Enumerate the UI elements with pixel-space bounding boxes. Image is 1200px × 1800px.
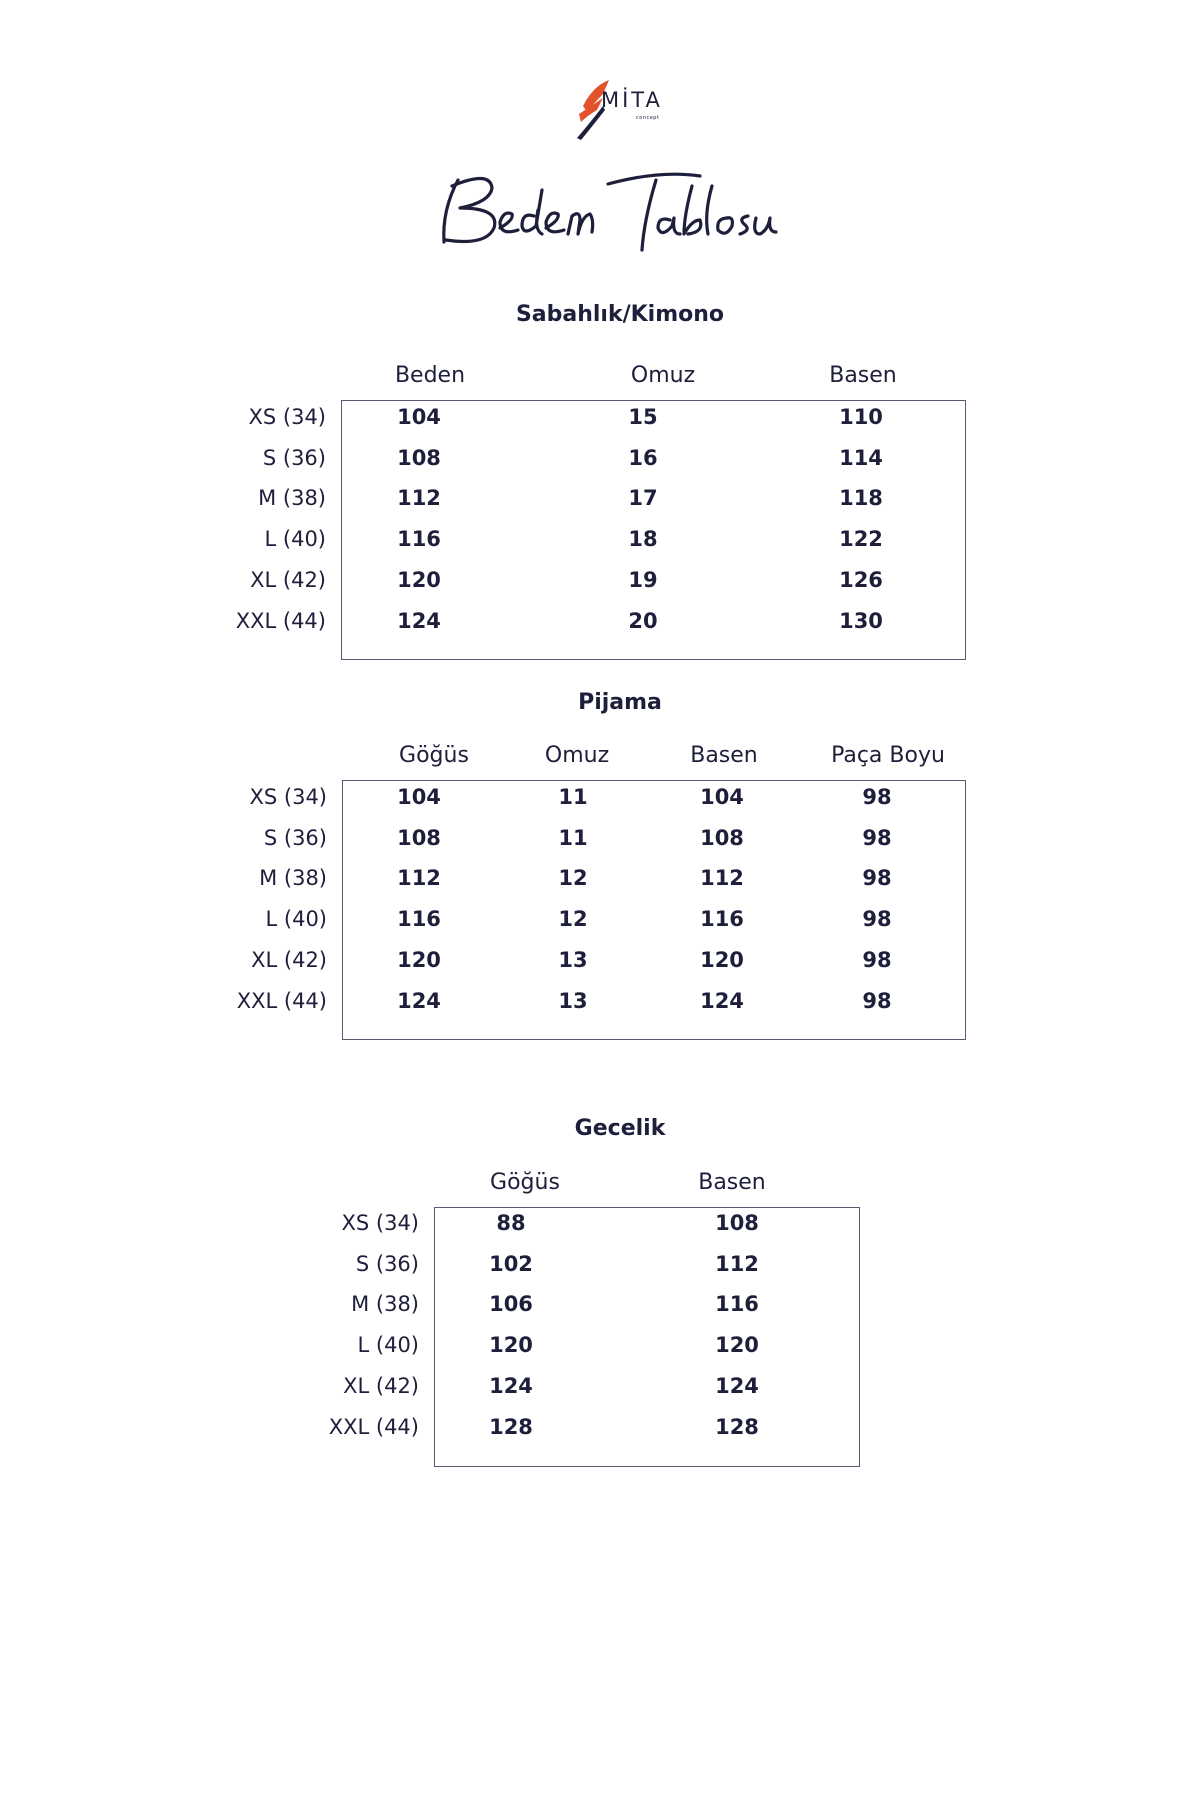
- size-label: S (36): [263, 825, 327, 850]
- col-head: Omuz: [630, 363, 696, 388]
- table-cell: 112: [397, 866, 441, 891]
- table-cell: 18: [628, 527, 658, 552]
- table-cell: 108: [397, 445, 441, 470]
- col-head: Beden: [394, 363, 466, 388]
- table-cell: 130: [839, 608, 883, 633]
- table-cell: 116: [700, 907, 744, 932]
- table-cell: 11: [558, 785, 588, 809]
- table-cell: 112: [715, 1251, 759, 1276]
- table-cell: 124: [397, 988, 441, 1013]
- table-cell: 98: [862, 785, 892, 809]
- size-label: S (36): [355, 1251, 419, 1276]
- table-cell: 102: [489, 1251, 533, 1276]
- size-label: S (36): [262, 445, 326, 470]
- table-cell: 116: [715, 1292, 759, 1317]
- col-head: Paça Boyu: [831, 743, 945, 768]
- col-head: Basen: [698, 1170, 766, 1195]
- table-cell: 88: [496, 1211, 526, 1235]
- col-head: Basen: [690, 743, 758, 768]
- table-cell: 120: [397, 567, 441, 592]
- size-label: M (38): [259, 866, 327, 891]
- table-cell: 17: [628, 486, 658, 511]
- page-title-script: [430, 150, 810, 260]
- size-label: L (40): [265, 907, 327, 932]
- table-cell: 104: [700, 785, 744, 809]
- table-cell: 118: [839, 486, 883, 511]
- table-cell: 20: [628, 608, 658, 633]
- table-cell: 114: [839, 445, 883, 470]
- col-head: Göğüs: [490, 1170, 560, 1195]
- size-label: XS (34): [249, 785, 327, 809]
- size-label: XS (34): [248, 405, 326, 429]
- table-cell: 126: [839, 567, 883, 592]
- col-head: Göğüs: [399, 743, 469, 768]
- table-cell: 124: [715, 1373, 759, 1398]
- brand-name: MİTA: [601, 88, 663, 112]
- table-cell: 104: [397, 785, 441, 809]
- table-cell: 13: [558, 988, 588, 1013]
- table-cell: 12: [558, 866, 588, 891]
- table-cell: 98: [862, 825, 892, 850]
- table-cell: 108: [397, 825, 441, 850]
- table-cell: 124: [700, 988, 744, 1013]
- size-label: XL (42): [343, 1373, 419, 1398]
- table-cell: 16: [628, 445, 658, 470]
- table-cell: 122: [839, 527, 883, 552]
- table-cell: 120: [489, 1333, 533, 1358]
- size-label: L (40): [264, 527, 326, 552]
- table-cell: 128: [715, 1414, 759, 1439]
- table-cell: 112: [700, 866, 744, 891]
- table-cell: 98: [862, 866, 892, 891]
- table-title-kimono: Sabahlık/Kimono: [515, 302, 725, 327]
- table-cell: 12: [558, 907, 588, 932]
- table-cell: 110: [839, 405, 883, 429]
- table-cell: 98: [862, 907, 892, 932]
- table-cell: 108: [715, 1211, 759, 1235]
- table-cell: 120: [715, 1333, 759, 1358]
- table-cell: 128: [489, 1414, 533, 1439]
- table-cell: 108: [700, 825, 744, 850]
- table-cell: 11: [558, 825, 588, 850]
- size-label: XL (42): [251, 947, 327, 972]
- col-head: Omuz: [544, 743, 610, 768]
- size-label: M (38): [258, 486, 326, 511]
- table-cell: 104: [397, 405, 441, 429]
- table-cell: 19: [628, 567, 658, 592]
- size-label: XL (42): [250, 567, 326, 592]
- table-cell: 120: [700, 947, 744, 972]
- table-cell: 106: [489, 1292, 533, 1317]
- table-cell: 116: [397, 527, 441, 552]
- table-cell: 15: [628, 405, 658, 429]
- table-cell: 98: [862, 988, 892, 1013]
- table-cell: 13: [558, 947, 588, 972]
- size-label: XXL (44): [236, 988, 327, 1013]
- table-cell: 112: [397, 486, 441, 511]
- size-label: M (38): [351, 1292, 419, 1317]
- table-cell: 124: [397, 608, 441, 633]
- table-title-pijama: Pijama: [578, 690, 662, 715]
- size-label: XXL (44): [235, 608, 326, 633]
- size-label: XS (34): [341, 1211, 419, 1235]
- table-cell: 116: [397, 907, 441, 932]
- col-head: Basen: [829, 363, 897, 388]
- brand-sub: concept: [636, 115, 660, 121]
- table-title-gecelik: Gecelik: [574, 1116, 666, 1141]
- table-cell: 124: [489, 1373, 533, 1398]
- size-label: XXL (44): [328, 1414, 419, 1439]
- table-cell: 120: [397, 947, 441, 972]
- size-label: L (40): [357, 1333, 419, 1358]
- table-cell: 98: [862, 947, 892, 972]
